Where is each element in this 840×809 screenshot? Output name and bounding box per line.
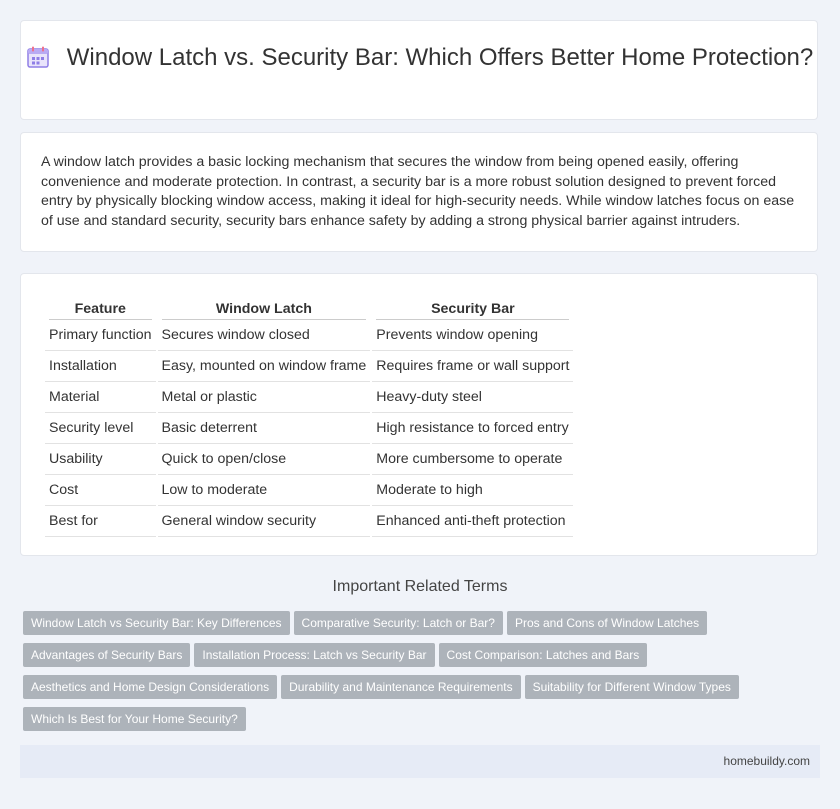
row-security-bar: More cumbersome to operate [372, 444, 573, 475]
table-row [45, 444, 573, 475]
related-tag[interactable]: Durability and Maintenance Requirements [281, 675, 520, 699]
table-row [45, 506, 573, 537]
row-feature: Cost [45, 475, 156, 506]
table-row [45, 475, 573, 506]
row-feature: Installation [45, 351, 156, 382]
comparison-card [20, 273, 818, 556]
related-tag[interactable]: Comparative Security: Latch or Bar? [294, 611, 503, 635]
row-feature: Usability [45, 444, 156, 475]
intro-paragraph: A window latch provides a basic locking mechanism that secures the window from being opened easily, offering convenience and moderate protection. In contrast, a security bar is a more robust solution designed to prevent forced entry by physically blocking window access, making it ideal for high-security needs. While window latches focus on ease of use and standard security, security bars enhance safety by adding a strong physical barrier against intruders. [41, 154, 795, 229]
related-tag[interactable]: Advantages of Security Bars [23, 643, 190, 667]
row-security-bar: Enhanced anti-theft protection [372, 506, 573, 537]
related-tag[interactable]: Cost Comparison: Latches and Bars [439, 643, 648, 667]
intro-card [20, 132, 818, 252]
related-tag[interactable]: Pros and Cons of Window Latches [507, 611, 707, 635]
row-window-latch: Secures window closed [158, 320, 371, 351]
header-card [20, 20, 818, 120]
row-security-bar: High resistance to forced entry [372, 413, 573, 444]
row-security-bar: Heavy-duty steel [372, 382, 573, 413]
table-row [45, 320, 573, 351]
row-feature: Security level [45, 413, 156, 444]
row-window-latch: Easy, mounted on window frame [158, 351, 371, 382]
comparison-table [43, 294, 575, 537]
row-feature: Material [45, 382, 156, 413]
related-tags [23, 611, 803, 739]
row-feature: Primary function [45, 320, 156, 351]
row-window-latch: Metal or plastic [158, 382, 371, 413]
table-row [45, 413, 573, 444]
related-tag[interactable]: Aesthetics and Home Design Considerations [23, 675, 277, 699]
row-security-bar: Moderate to high [372, 475, 573, 506]
row-security-bar: Requires frame or wall support [372, 351, 573, 382]
table-row [45, 382, 573, 413]
header-security-bar: Security Bar [372, 294, 573, 320]
table-header-row [45, 294, 573, 320]
page-title: Window Latch vs. Security Bar: Which Offers Better Home Protection? [66, 44, 814, 71]
related-tag[interactable]: Suitability for Different Window Types [525, 675, 739, 699]
header-window-latch: Window Latch [158, 294, 371, 320]
calendar-icon [25, 44, 51, 70]
row-window-latch: Basic deterrent [158, 413, 371, 444]
table-row [45, 351, 573, 382]
row-window-latch: Quick to open/close [158, 444, 371, 475]
footer-site-link[interactable]: homebuildy.com [723, 754, 810, 768]
footer [20, 745, 820, 778]
row-feature: Best for [45, 506, 156, 537]
related-terms-title: Important Related Terms [332, 578, 508, 595]
related-tag[interactable]: Window Latch vs Security Bar: Key Differences [23, 611, 290, 635]
related-tag[interactable]: Which Is Best for Your Home Security? [23, 707, 246, 731]
related-tag[interactable]: Installation Process: Latch vs Security Bar [194, 643, 434, 667]
header-feature: Feature [45, 294, 156, 320]
page-title-wrap [21, 43, 817, 72]
row-window-latch: Low to moderate [158, 475, 371, 506]
row-window-latch: General window security [158, 506, 371, 537]
row-security-bar: Prevents window opening [372, 320, 573, 351]
